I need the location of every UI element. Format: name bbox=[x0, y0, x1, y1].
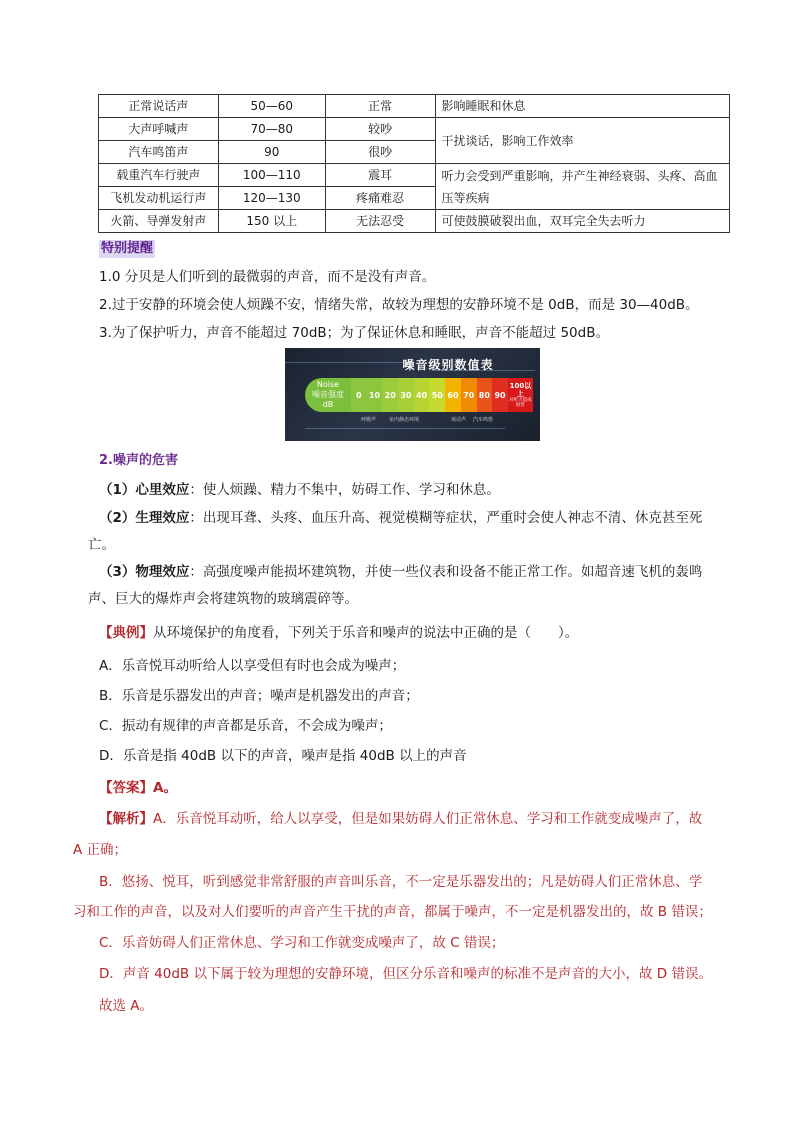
question-text: 从环境保护的角度看，下列关于乐音和噪声的说法中正确的是（ ）。 bbox=[153, 625, 579, 641]
analysis-line: C．乐音妨碍人们正常休息、学习和工作就变成噪声了，故 C 错误； bbox=[99, 935, 505, 951]
table-cell-feeling: 疼痛难忍 bbox=[325, 187, 435, 210]
noise-level-chart-image bbox=[285, 348, 540, 441]
tip-item: 1.0 分贝是人们听到的最微弱的声音，而不是没有声音。 bbox=[99, 269, 436, 285]
noise-scale-cell: 90 bbox=[492, 378, 508, 412]
table-row bbox=[99, 118, 730, 141]
option-c: C．振动有规律的声音都是乐音，不会成为噪声； bbox=[99, 718, 392, 734]
analysis-text: A．乐音悦耳动听，给人以享受，但是如果妨碍人们正常休息、学习和工作就变成噪声了，故 bbox=[153, 811, 703, 827]
table-cell-level: 150 以上 bbox=[218, 210, 325, 233]
table-cell-effect: 干扰谈话，影响工作效率 bbox=[435, 118, 730, 164]
harm-label: （2）生理效应 bbox=[99, 510, 190, 526]
noise-level-table bbox=[98, 94, 730, 233]
noise-label-line: Noise bbox=[316, 380, 340, 389]
noise-max-value: 100以上 bbox=[509, 382, 532, 398]
option-a: A．乐音悦耳动听给人以享受但有时也会成为噪声； bbox=[99, 658, 406, 674]
table-cell-source: 汽车鸣笛声 bbox=[99, 141, 219, 164]
example-question bbox=[99, 623, 578, 643]
noise-scale-cell: 0 bbox=[351, 378, 367, 412]
analysis-line: B．悠扬、悦耳，听到感觉非常舒服的声音叫乐音，不一定是乐器发出的；凡是妨碍人们正常休息、学 bbox=[99, 874, 703, 890]
noise-scale-cell: 50 bbox=[429, 378, 445, 412]
banner-note: 谈话声 bbox=[451, 417, 467, 423]
table-cell-effect: 影响睡眠和休息 bbox=[435, 95, 730, 118]
noise-scale-cell: 60 bbox=[445, 378, 461, 412]
table-cell-source: 大声呼喊声 bbox=[99, 118, 219, 141]
tip-item: 2.过于安静的环境会使人烦躁不安，情绪失常，故较为理想的安静环境不是 0dB，而是 30—40dB。 bbox=[99, 297, 699, 313]
table-cell-level: 120—130 bbox=[218, 187, 325, 210]
noise-scale-cell: 10 bbox=[367, 378, 383, 412]
table-cell-level: 90 bbox=[218, 141, 325, 164]
table-row bbox=[99, 164, 730, 187]
harm-text: ：出现耳聋、头疼、血压升高、视觉模糊等症状，严重时会使人神志不清、休克甚至死 bbox=[189, 510, 703, 526]
noise-max-note: 对听力造成损害 bbox=[509, 398, 532, 408]
noise-scale-bar bbox=[305, 378, 533, 412]
table-cell-level: 100—110 bbox=[218, 164, 325, 187]
harm-text: ：使人烦躁、精力不集中，妨碍工作、学习和休息。 bbox=[189, 482, 500, 498]
noise-scale-cell: 30 bbox=[398, 378, 414, 412]
table-cell-source: 火箭、导弹发射声 bbox=[99, 210, 219, 233]
option-b: B．乐音是乐器发出的声音；噪声是机器发出的声音； bbox=[99, 688, 419, 704]
table-cell-source: 正常说话声 bbox=[99, 95, 219, 118]
banner-note: 室内静态环境 bbox=[389, 417, 420, 423]
noise-scale-cell-max bbox=[508, 378, 533, 412]
harm-text: ：高强度噪声能损坏建筑物，并使一些仪表和设备不能正常工作。如超音速飞机的轰鸣 bbox=[189, 564, 703, 580]
option-d: D．乐音是指 40dB 以下的声音，噪声是指 40dB 以上的声音 bbox=[99, 748, 467, 764]
harm-label: （1）心里效应 bbox=[99, 482, 190, 498]
table-cell-source: 飞机发动机运行声 bbox=[99, 187, 219, 210]
table-cell-feeling: 震耳 bbox=[325, 164, 435, 187]
tip-item: 3.为了保护听力，声音不能超过 70dB；为了保证休息和睡眠，声音不能超过 50dB。 bbox=[99, 325, 609, 341]
harm-text: 声、巨大的爆炸声会将建筑物的玻璃震碎等。 bbox=[88, 591, 358, 607]
noise-scale-cell: 40 bbox=[414, 378, 430, 412]
table-row bbox=[99, 95, 730, 118]
analysis-line: D．声音 40dB 以下属于较为理想的安静环境，但区分乐音和噪声的标准不是声音的大小，故 D 错误。 bbox=[99, 966, 712, 982]
table-cell-feeling: 很吵 bbox=[325, 141, 435, 164]
analysis-tag: 【解析】 bbox=[99, 811, 153, 827]
harm-physio bbox=[99, 508, 702, 528]
banner-note: 汽车鸣笛 bbox=[473, 417, 494, 423]
analysis-line: 故选 A。 bbox=[99, 998, 154, 1014]
noise-label-line: 噪音强度 bbox=[312, 390, 344, 399]
harm-text: 亡。 bbox=[88, 537, 115, 553]
table-cell-feeling: 正常 bbox=[325, 95, 435, 118]
harm-label: （3）物理效应 bbox=[99, 564, 190, 580]
answer: 【答案】A。 bbox=[99, 780, 177, 796]
table-cell-effect bbox=[435, 164, 730, 210]
tips-title: 特别提醒 bbox=[101, 241, 154, 256]
table-cell-feeling: 较吵 bbox=[325, 118, 435, 141]
noise-scale-cell: 70 bbox=[461, 378, 477, 412]
table-cell-source: 载重汽车行驶声 bbox=[99, 164, 219, 187]
banner-note: 呼吸声 bbox=[361, 417, 377, 423]
noise-scale-cell: 80 bbox=[477, 378, 493, 412]
table-cell-level: 50—60 bbox=[218, 95, 325, 118]
analysis-line: A 正确； bbox=[73, 842, 128, 858]
banner-title: 噪音级别数值表 bbox=[402, 358, 494, 372]
analysis-line: 习和工作的声音，以及对人们要听的声音产生干扰的声音，都属于噪声，不一定是机器发出的，故 B 错误； bbox=[73, 904, 712, 920]
section-heading: 2.噪声的危害 bbox=[99, 453, 178, 468]
noise-scale-cell: 20 bbox=[382, 378, 398, 412]
example-tag: 【典例】 bbox=[99, 625, 153, 641]
harm-phys bbox=[99, 562, 702, 582]
effect-line: 听力会受到严重影响，并产生神经衰弱、头疼、高血 bbox=[441, 168, 718, 183]
harm-psych bbox=[99, 480, 500, 500]
table-cell-feeling: 无法忍受 bbox=[325, 210, 435, 233]
table-row bbox=[99, 210, 730, 233]
noise-label-line: dB bbox=[322, 400, 334, 409]
noise-scale-label bbox=[305, 378, 351, 412]
table-cell-level: 70—80 bbox=[218, 118, 325, 141]
table-cell-effect: 可使鼓膜破裂出血，双耳完全失去听力 bbox=[435, 210, 730, 233]
analysis-line bbox=[99, 809, 702, 829]
effect-line: 压等疾病 bbox=[441, 190, 490, 205]
